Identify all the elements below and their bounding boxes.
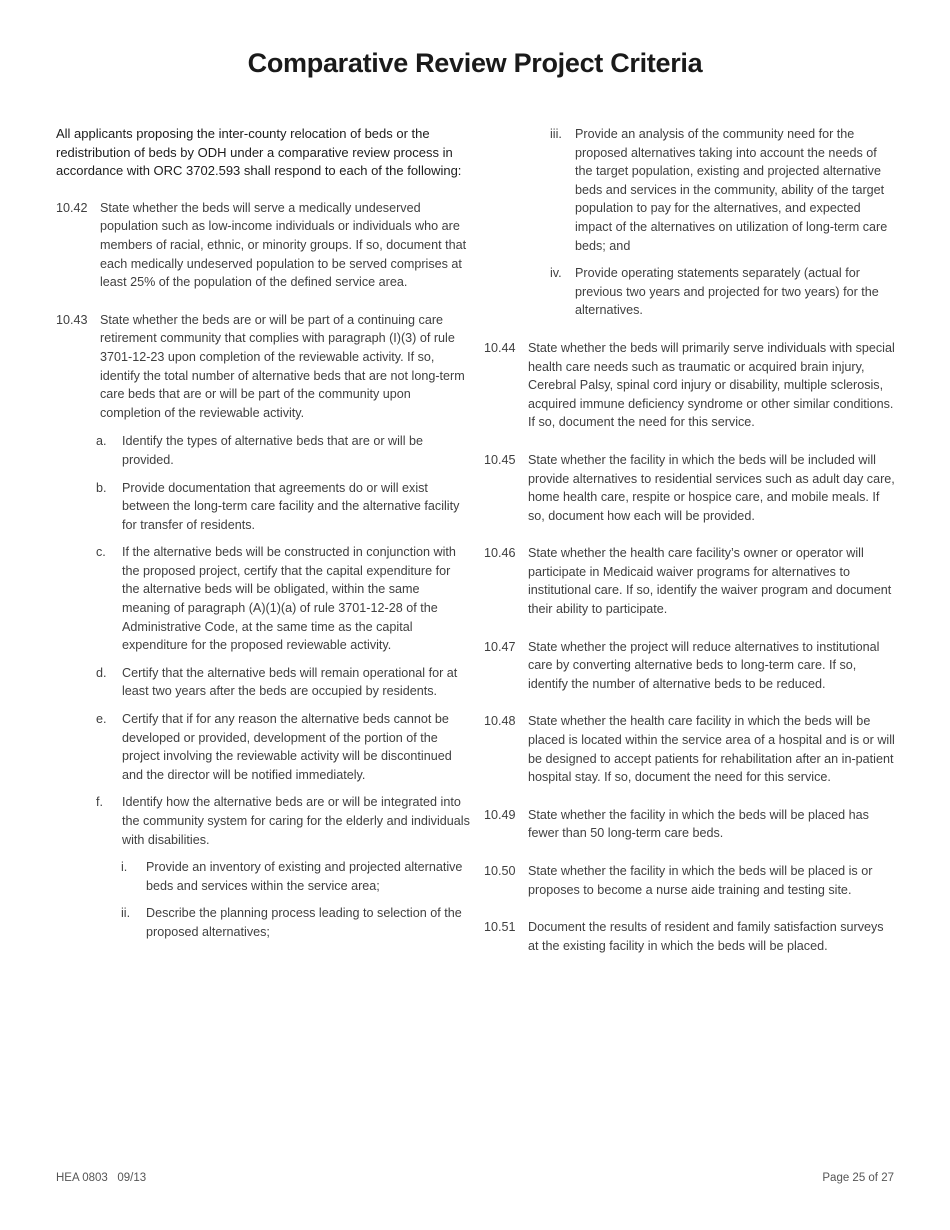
roman-item-iv — [550, 264, 896, 320]
criterion-10-50 — [484, 862, 896, 899]
criterion-10-49 — [484, 806, 896, 843]
sub-label: e. — [96, 712, 107, 727]
criterion-number: 10.49 — [484, 807, 516, 822]
roman-label: i. — [121, 860, 128, 875]
criterion-10-45 — [484, 451, 896, 525]
criterion-10-46 — [484, 544, 896, 618]
criterion-10-42 — [56, 199, 470, 292]
roman-item-iii — [550, 125, 896, 255]
roman-item-i — [121, 858, 470, 895]
criterion-number: 10.45 — [484, 452, 516, 467]
sub-item-d — [96, 664, 470, 701]
criterion-text: State whether the facility in which the beds will be placed is or proposes to become a nurse aide training and testing site. — [528, 864, 873, 897]
sub-text: Provide documentation that agreements do or will exist between the long-term care facility and the alternative facility for transfer of residents. — [122, 480, 460, 532]
sub-item-f — [96, 793, 470, 849]
roman-text: Provide an inventory of existing and projected alternative beds and services within the service area; — [146, 860, 463, 893]
left-column — [56, 125, 470, 942]
sub-label: f. — [96, 795, 103, 810]
page-number: Page 25 of 27 — [822, 1172, 894, 1184]
right-column — [484, 125, 896, 955]
criterion-text: State whether the beds will primarily serve individuals with special health care needs such as traumatic or acquired brain injury, Cerebral Palsy, spinal cord injury or disability, multiple sclerosis, acquired immune deficiency syndrome or other similar conditions. If so, document the need for this service. — [528, 340, 895, 430]
roman-list-continued — [550, 125, 896, 320]
criterion-10-48 — [484, 712, 896, 786]
criterion-text: State whether the facility in which the beds will be included will provide alternatives to residential services such as adult day care, home health care, respite or hospice care, and mobile meals. If so, document how each will be provided. — [528, 452, 895, 523]
criterion-10-43 — [56, 311, 470, 423]
roman-item-ii — [121, 904, 470, 941]
criterion-text: State whether the facility in which the beds will be placed has fewer than 50 long-term care beds. — [528, 807, 869, 841]
criterion-number: 10.46 — [484, 546, 516, 561]
roman-list — [121, 858, 470, 941]
sub-item-e — [96, 710, 470, 784]
sub-text: Identify how the alternative beds are or will be integrated into the community system for caring for the elderly and individuals with disabilities. — [122, 795, 470, 847]
criterion-text: State whether the project will reduce alternatives to institutional care by converting alternative beds to long-term care. If so, identify the number of alternative beds to be reduced. — [528, 639, 880, 691]
sub-list — [96, 432, 470, 941]
criterion-number: 10.42 — [56, 200, 88, 215]
criterion-text: Document the results of resident and family satisfaction surveys at the existing facility in which the beds will be placed. — [528, 920, 884, 953]
criterion-text: State whether the beds will serve a medically undeserved population such as low-income individuals or individuals who are members of racial, ethnic, or minority groups. If so, document that each medically undeserved population to be served comprises at least 25% of the population of the defined service area. — [100, 200, 467, 290]
sub-item-a — [96, 432, 470, 469]
page-title: Comparative Review Project Criteria — [247, 48, 703, 78]
roman-label: iv. — [550, 266, 562, 281]
roman-text: Provide operating statements separately (actual for previous two years and projected for two years) for the alternatives. — [575, 266, 879, 318]
sub-label: d. — [96, 665, 107, 680]
intro-paragraph: All applicants proposing the inter-county relocation of beds or the redistribution of beds by ODH under a comparative review process in accordance with ORC 3702.593 shall respond to each of the following: — [56, 126, 462, 179]
criterion-10-47 — [484, 638, 896, 694]
criterion-number: 10.44 — [484, 340, 516, 355]
sub-label: c. — [96, 545, 106, 560]
form-number: HEA 0803 09/13 — [56, 1172, 147, 1184]
roman-text: Provide an analysis of the community need for the proposed alternatives taking into account the needs of the target population, existing and projected alternative beds and services in the community, ability of the target population to pay for the alternatives, and expected impact of the alternatives on utilization of long-term care beds; and — [575, 127, 888, 253]
criterion-number: 10.47 — [484, 639, 516, 654]
roman-label: ii. — [121, 906, 131, 921]
criterion-text: State whether the health care facility’s owner or operator will participate in Medicaid waiver programs for alternatives to institutional care. If so, identify the waiver program and document their ability to participate. — [528, 546, 892, 617]
sub-text: Certify that the alternative beds will remain operational for at least two years after the beds are occupied by residents. — [122, 665, 458, 699]
criterion-10-44 — [484, 339, 896, 432]
roman-label: iii. — [550, 127, 562, 141]
criterion-text: State whether the health care facility in which the beds will be placed is located within the service area of a hospital and is or will be designed to accept patients for rehabilitation after an in-patient hospital stay. If so, document the need for this service. — [528, 714, 895, 785]
sub-item-c — [96, 543, 470, 655]
criterion-10-51 — [484, 918, 896, 955]
criterion-number: 10.50 — [484, 864, 516, 878]
sub-item-b — [96, 479, 470, 535]
criterion-number: 10.48 — [484, 714, 516, 729]
sub-text: If the alternative beds will be constructed in conjunction with the proposed project, certify that the capital expenditure for the alternative beds will be obligated, within the same meaning of paragraph (A)(1)(a) of rule 3701-12-28 of the Administrative Code, at the same time as the capital expenditure for the proposed reviewable activity. — [122, 545, 456, 653]
sub-label: a. — [96, 434, 107, 449]
criterion-number: 10.51 — [484, 920, 516, 935]
sub-text: Identify the types of alternative beds that are or will be provided. — [122, 434, 424, 467]
roman-text: Describe the planning process leading to selection of the proposed alternatives; — [146, 906, 462, 939]
sub-label: b. — [96, 480, 107, 495]
criterion-number: 10.43 — [56, 312, 88, 327]
criterion-text: State whether the beds are or will be part of a continuing care retirement community that complies with paragraph (I)(3) of rule 3701-12-23 upon completion of the reviewable activity. If so, identify the total number of alternative beds that are not long-term care beds that are or will be part of the community upon completion of the reviewable activity. — [100, 312, 465, 420]
sub-text: Certify that if for any reason the alternative beds cannot be developed or provided, development of the portion of the project involving the reviewable activity will be discontinued and the director will be notified immediately. — [122, 712, 452, 782]
